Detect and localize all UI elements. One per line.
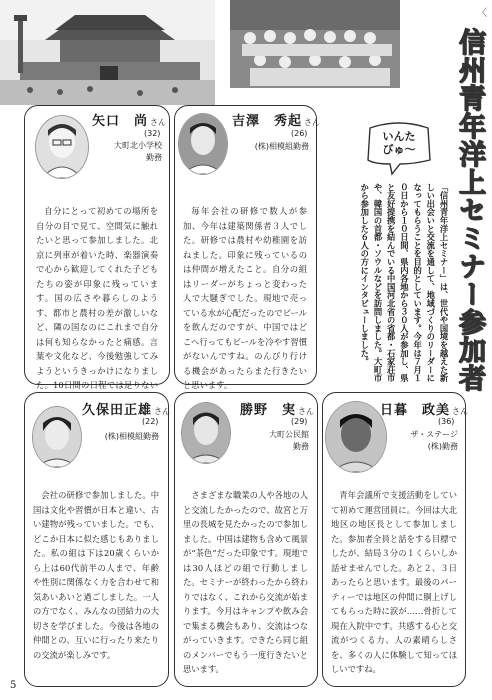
group-photo	[230, 0, 400, 88]
name-kubota: 久保田正雄 さん	[82, 403, 171, 418]
org-yaguchi: 大町北小学校 勤務	[114, 141, 162, 162]
age-yaguchi: (32)	[144, 129, 161, 138]
org-kubota: (株)相模組勤務	[104, 432, 159, 441]
tiananmen-photo	[0, 0, 215, 105]
interview-badge	[364, 120, 434, 176]
body-katsuno: さまざまな職業の人や各地の人と交流したかったので、故宮と万里の長城を見たかったので参加しました。中国は建物も含めて風景が“茶色”だった印象です。現地では30人ほどの組で行動しました。セミナーが終わったから終わりではなく、これから交流が始まります。今月はキャンプや飲み会で集まる機会もあり、交流はつながっていきます。できたら同じ組のメンバーでもう一度行きたいと思います。	[183, 490, 308, 674]
badge-line2: びゅ〜	[382, 143, 416, 156]
org-yoshizawa: (株)相模組勤務	[254, 142, 309, 151]
body-yaguchi: 自分にとって初めての場所を自分の目で見て、空間気に触れたいと思って参加しました。北京に列車が着いた時、楽器演奏で心から歓迎してくれた子どもたちの姿が印象に残っています。国の広さや暮らしのようす、都市と農村の差が激しいなど、隣の国なのにこれまで自分は何も知らなかったと痛感。言葉や文化など、今後勉強してみようというきっかけになりました。10日間の日程では足りない	[36, 206, 158, 390]
name-katsuno: 勝野 実 さん	[240, 403, 315, 418]
org-katsuno: 大町公民館 勤務	[269, 430, 309, 451]
intro-text: 「信州青年洋上セミナー」は、世代や国境を越えた新しい出会いと交流を通して、地域づくりのリーダーになってもらうことを目的としています。今年は７月１０日から１０日間、県内各地から３０人が参加し、県と友好提携を結んでいる中国河北省の省都・石家荘市や、韓国の首都・ソウルなどを訪問しました。大町市から参加した６人の方にインタビューしました。	[359, 183, 449, 383]
age-katsuno: (29)	[291, 417, 308, 426]
portrait-katsuno	[181, 402, 231, 464]
page-top-mark: 〈	[477, 8, 487, 19]
name-higurashi: 日暮 政美 さん	[380, 403, 469, 418]
age-yoshizawa: (26)	[291, 129, 308, 138]
age-higurashi: (36)	[438, 417, 455, 426]
portrait-higurashi	[325, 401, 387, 473]
badge-line1: いんた	[382, 130, 416, 143]
body-higurashi: 青年会議所で支援活動をしていて初めて運営団員に。今回は大北地区の地区長として参加しました。参加者全員と話をする目標でしたが、結局３分の１くらいしか話せませんでした。あと２、３日あったらと思います。最後のパーティーでは地区の仲間に胴上げしてもらった時に涙が……骨折して現在入院中です。共感する心と交流がつくる力、人の素晴らしさを、多くの人に体験して知ってほしいですね。	[331, 490, 457, 674]
portrait-kubota	[32, 406, 82, 468]
name-yoshizawa: 吉澤 秀起 さん	[232, 114, 321, 129]
name-yaguchi: 矢口 尚 さん	[92, 114, 167, 129]
page-number: 5	[10, 680, 17, 691]
portrait-yaguchi	[35, 115, 89, 179]
article-title: 信州青年洋上セミナー参加者	[454, 28, 485, 392]
age-kubota: (22)	[142, 417, 159, 426]
body-yoshizawa: 毎年会社の研修で数人が参加、今年は建築関係者３人でした。研修では農村や幼稚園を訪ねました。印象に残っているのは仲間が増えたこと。自分の組はリーダーがちょっと変わった人で大騒ぎでした。現地で売っている水が心配だったのでビールを飲んだのですが、中国ではどこへ行ってもビールを冷やす習慣がないんですね。のんびり行ける機会があったらまた行きたいと思います。	[183, 206, 307, 390]
org-higurashi: ザ・ステージ (株)勤務	[410, 430, 458, 451]
body-kubota: 会社の研修で参加しました。中国は文化や習慣が日本と違い、古い建物が残っていました。でも、どこか日本に似た感じもありました。私の組は下は20歳くらいから上は60代前半の人まで、年齢や性別に関係なく力を合わせて和気あいあいと過ごしました。一人の方でなく、みんなの団結力の大切さを学びました。今後は各地の仲間との、互いに行ったり来たりの交流が楽しみです。	[33, 490, 159, 660]
portrait-yoshizawa	[178, 113, 228, 175]
